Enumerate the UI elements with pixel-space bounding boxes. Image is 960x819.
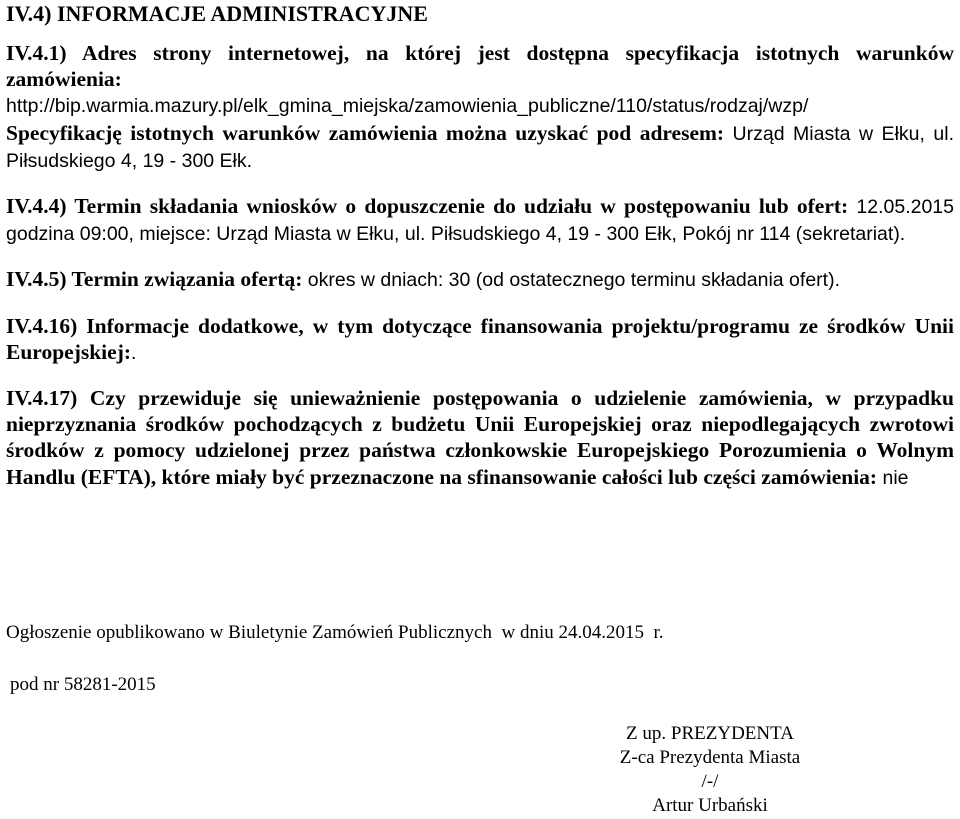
publication-number: pod nr 58281-2015: [10, 674, 156, 695]
item-4-4: [6, 193, 954, 247]
item-4-16: [6, 313, 954, 366]
item-4-1-address-value: Urząd Miasta w Ełku, ul. Piłsudskiego 4, 19 - 300 Ełk.: [6, 122, 955, 172]
publication-text: Ogłoszenie opublikowano w Biuletynie Zamówień Publicznych w dniu 24.04.2015 r.: [6, 622, 664, 643]
item-4-17-value: nie: [882, 466, 909, 489]
item-4-17: [6, 385, 954, 491]
item-4-16-value: .: [131, 341, 137, 364]
item-4-5-label: IV.4.5) Termin związania ofertą:: [6, 267, 303, 292]
item-4-5-value: okres w dniach: 30 (od ostatecznego terminu składania ofert).: [307, 269, 840, 292]
signature-line-1: Z up. PREZYDENTA: [626, 723, 794, 744]
signature-name: Artur Urbański: [652, 795, 768, 816]
item-4-5: [6, 266, 954, 293]
section-heading: IV.4) INFORMACJE ADMINISTRACYJNE: [6, 1, 428, 26]
item-4-4-value: 12.05.2015 godzina 09:00, miejsce: Urząd Miasta w Ełku, ul. Piłsudskiego 4, 19 - 300 Ełk, Pokój nr 114 (sekretariat).: [6, 196, 955, 246]
specification-url: http://bip.warmia.mazury.pl/elk_gmina_miejska/zamowienia_publiczne/110/status/rodzaj/wzp/: [6, 95, 809, 118]
document-page: [6, 0, 954, 491]
item-4-1-address-label: Specyfikację istotnych warunków zamówienia można uzyskać pod adresem:: [6, 120, 725, 145]
signature-line-2: Z-ca Prezydenta Miasta: [619, 747, 801, 768]
item-4-1-label: IV.4.1) Adres strony internetowej, na której jest dostępna specyfikacja istotnych warunków zamówienia:: [6, 41, 954, 92]
item-4-16-label: IV.4.16) Informacje dodatkowe, w tym dotyczące finansowania projektu/programu ze środków Unii Europejskiej:: [6, 313, 954, 364]
item-4-17-label: IV.4.17) Czy przewiduje się unieważnienie postępowania o udzielenie zamówienia, w przypadku nieprzyznania środków pochodzących z budżetu Unii Europejskiej oraz niepodlegających zwrotowi środków z pomocy udzielonej przez państwa członkowskie Europejskiego Porozumienia o Wolnym Handlu (EFTA), które miały być przeznaczone na sfinansowanie całości lub części zamówienia:: [6, 386, 954, 489]
item-4-1: [6, 40, 954, 174]
signature-line-3: /-/: [701, 771, 719, 792]
item-4-4-label: IV.4.4) Termin składania wniosków o dopuszczenie do udziału w postępowaniu lub ofert:: [6, 194, 849, 219]
signature-block: [596, 722, 824, 818]
